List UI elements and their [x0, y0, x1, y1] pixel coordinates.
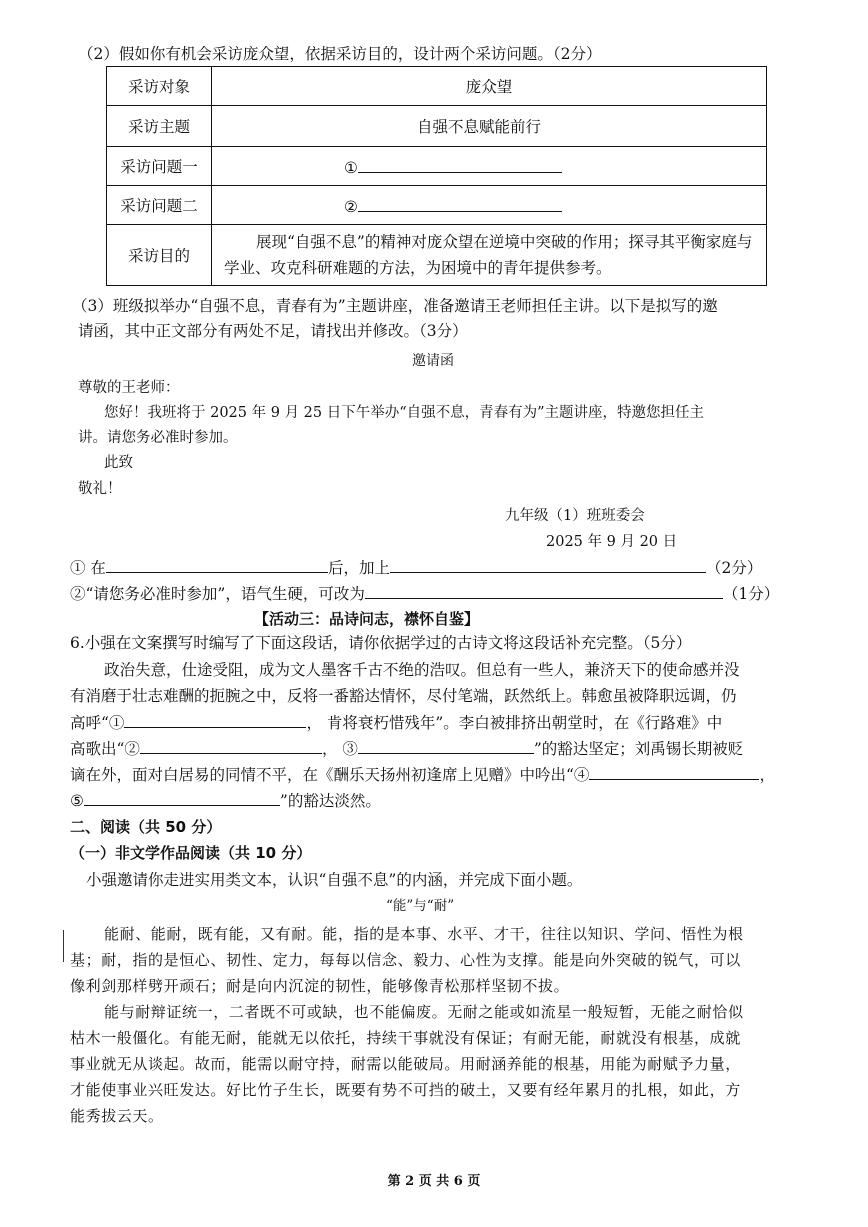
- q6-line6-end: ”的豁达淡然。: [279, 792, 381, 810]
- q6-line5-start: 谪在外，面对白居易的同情不平，在《酬乐天扬州初逢席上见赠》中吟出“④: [70, 766, 590, 784]
- q6-line6-start: ⑤: [70, 792, 84, 810]
- answer-blank[interactable]: [358, 156, 562, 173]
- q6-line4-end: ”的豁达坚定；刘禹锡长期被贬: [533, 740, 744, 758]
- letter-title: 邀请函: [412, 353, 454, 369]
- row-label: 采访主题: [107, 106, 212, 147]
- q6-line5-end: ，: [759, 766, 775, 784]
- q6-line4-mid: ， ③: [321, 740, 358, 758]
- table-row: [107, 147, 767, 186]
- answer-blank[interactable]: [84, 789, 280, 806]
- row-label: 采访问题一: [107, 147, 212, 186]
- q6-line5: [70, 763, 775, 786]
- q6-line3-end: ， 肯将衰朽惜残年”。李白被排挤出朝堂时，在《行路难》中: [306, 714, 723, 732]
- q6-line2: 有消磨于壮志难酬的扼腕之中，反将一番豁达情怀，尽付笔端，跃然纸上。韩愈虽被降职远调，仍: [70, 687, 737, 705]
- answer-blank[interactable]: [140, 737, 322, 754]
- row-label: 采访问题二: [107, 186, 212, 225]
- interview-table: [106, 66, 767, 286]
- answer1-prefix: ① 在: [70, 559, 106, 577]
- answer1-score: （2分）: [705, 559, 763, 577]
- answer1-middle: 后，加上: [327, 559, 390, 577]
- article-p1-line: 基；耐，指的是恒心、韧性、定力，每每以信念、毅力、心性为支撑。能是向外突破的锐气，可以: [70, 951, 741, 969]
- q3-line2: 请函，其中正文部分有两处不足，请找出并修改。（3分）: [78, 322, 468, 340]
- answer1-line: [70, 556, 762, 579]
- blank-marker: ①: [344, 158, 358, 177]
- q3-line1: （3）班级拟举办“自强不息，青春有为”主题讲座，准备邀请王老师担任主讲。以下是拟写的邀: [72, 297, 718, 315]
- section2-intro: 小强邀请你走进实用类文本，认识“自强不息”的内涵，并完成下面小题。: [86, 871, 583, 889]
- row-value: 展现“自强不息”的精神对庞众望在逆境中突破的作用；探寻其平衡家庭与学业、攻克科研难题的方法，为困境中的青年提供参考。: [212, 225, 767, 286]
- row-value: [212, 106, 767, 147]
- letter-salutation: 尊敬的王老师：: [78, 380, 180, 396]
- answer2-line: [70, 582, 779, 605]
- table-row: [107, 225, 767, 286]
- answer-blank[interactable]: [124, 711, 306, 728]
- q6-line3-start: 高呼“①: [70, 714, 125, 732]
- row-value-text: 自强不息赋能前行: [416, 118, 541, 136]
- q6-line1: 政治失意，仕途受阻，成为文人墨客千古不绝的浩叹。但总有一些人，兼济天下的使命感并没: [104, 661, 740, 679]
- answer-blank[interactable]: [106, 556, 328, 573]
- activity3-title: 【活动三：品诗问志，襟怀自鉴】: [254, 610, 480, 628]
- article-p1-line: 像利剑那样劈开顽石；耐是向内沉淀的韧性，能够像青松那样坚韧不拔。: [70, 977, 570, 995]
- article-title: “能”与“耐”: [386, 898, 455, 914]
- section2-sub: （一）非文学作品阅读（共 10 分）: [70, 844, 312, 862]
- letter-date: 2025 年 9 月 20 日: [546, 534, 678, 550]
- answer-blank[interactable]: [358, 195, 562, 212]
- table-row: [107, 186, 767, 225]
- answer-blank[interactable]: [589, 763, 759, 780]
- answer-blank[interactable]: [390, 556, 706, 573]
- answer2-prefix: ②“请您务必准时参加”，语气生硬，可改为: [70, 585, 365, 603]
- article-p2-line: 能秀拔云天。: [70, 1107, 164, 1125]
- row-value: [212, 186, 767, 225]
- article-p2-line: 才能使事业兴旺发达。好比竹子生长，既要有势不可挡的破土，又要有经年累月的扎根，如此，方: [70, 1081, 741, 1099]
- article-p2-line: 能与耐辩证统一，二者既不可或缺，也不能偏废。无耐之能或如流星一般短暂，无能之耐恰似: [104, 1003, 744, 1021]
- page-number: 第 2 页 共 6 页: [387, 1174, 481, 1189]
- table-row: [107, 106, 767, 147]
- q2-heading: （2）假如你有机会采访庞众望，依据采访目的，设计两个采访问题。（2分）: [78, 45, 602, 63]
- q6-line3: [70, 711, 722, 734]
- section2-title: 二、阅读（共 50 分）: [70, 818, 222, 836]
- letter-signer: 九年级（1）班班委会: [505, 508, 645, 524]
- row-value: 庞众望: [212, 67, 767, 106]
- letter-closing2: 敬礼！: [78, 481, 122, 497]
- q6-line6: [70, 789, 381, 812]
- table-row: [107, 67, 767, 106]
- letter-body2: 讲。请您务必准时参加。: [78, 430, 238, 446]
- article-p2-line: 枯木一般僵化。有能无耐，能就无以依托，持续干事就没有保证；有耐无能，耐就没有根基，成就: [70, 1029, 741, 1047]
- answer-blank[interactable]: [358, 737, 534, 754]
- answer2-score: （1分）: [722, 585, 780, 603]
- article-p2-line: 事业就无从谈起。故而，能需以耐守持，耐需以能破局。用耐涵养能的根基，用能为耐赋予力量，: [70, 1055, 741, 1073]
- row-label: 采访目的: [107, 225, 212, 286]
- q6-line4: [70, 737, 743, 760]
- article-p1-line: 能耐、能耐，既有能，又有耐。能，指的是本事、水平、才干，往往以知识、学问、悟性为根: [104, 925, 744, 943]
- row-value: [212, 147, 767, 186]
- blank-marker: ②: [344, 197, 358, 216]
- row-label: 采访对象: [107, 67, 212, 106]
- answer-blank[interactable]: [365, 582, 723, 599]
- q6-line4-start: 高歌出“②: [70, 740, 140, 758]
- margin-mark: [63, 930, 64, 962]
- letter-closing1: 此致: [104, 455, 133, 471]
- q6-heading: 6.小强在文案撰写时编写了下面这段话，请你依据学过的古诗文将这段话补充完整。（5分）: [70, 634, 692, 652]
- letter-body1: 您好！我班将于 2025 年 9 月 25 日下午举办“自强不息，青春有为”主题讲座，特邀您担任主: [104, 405, 705, 421]
